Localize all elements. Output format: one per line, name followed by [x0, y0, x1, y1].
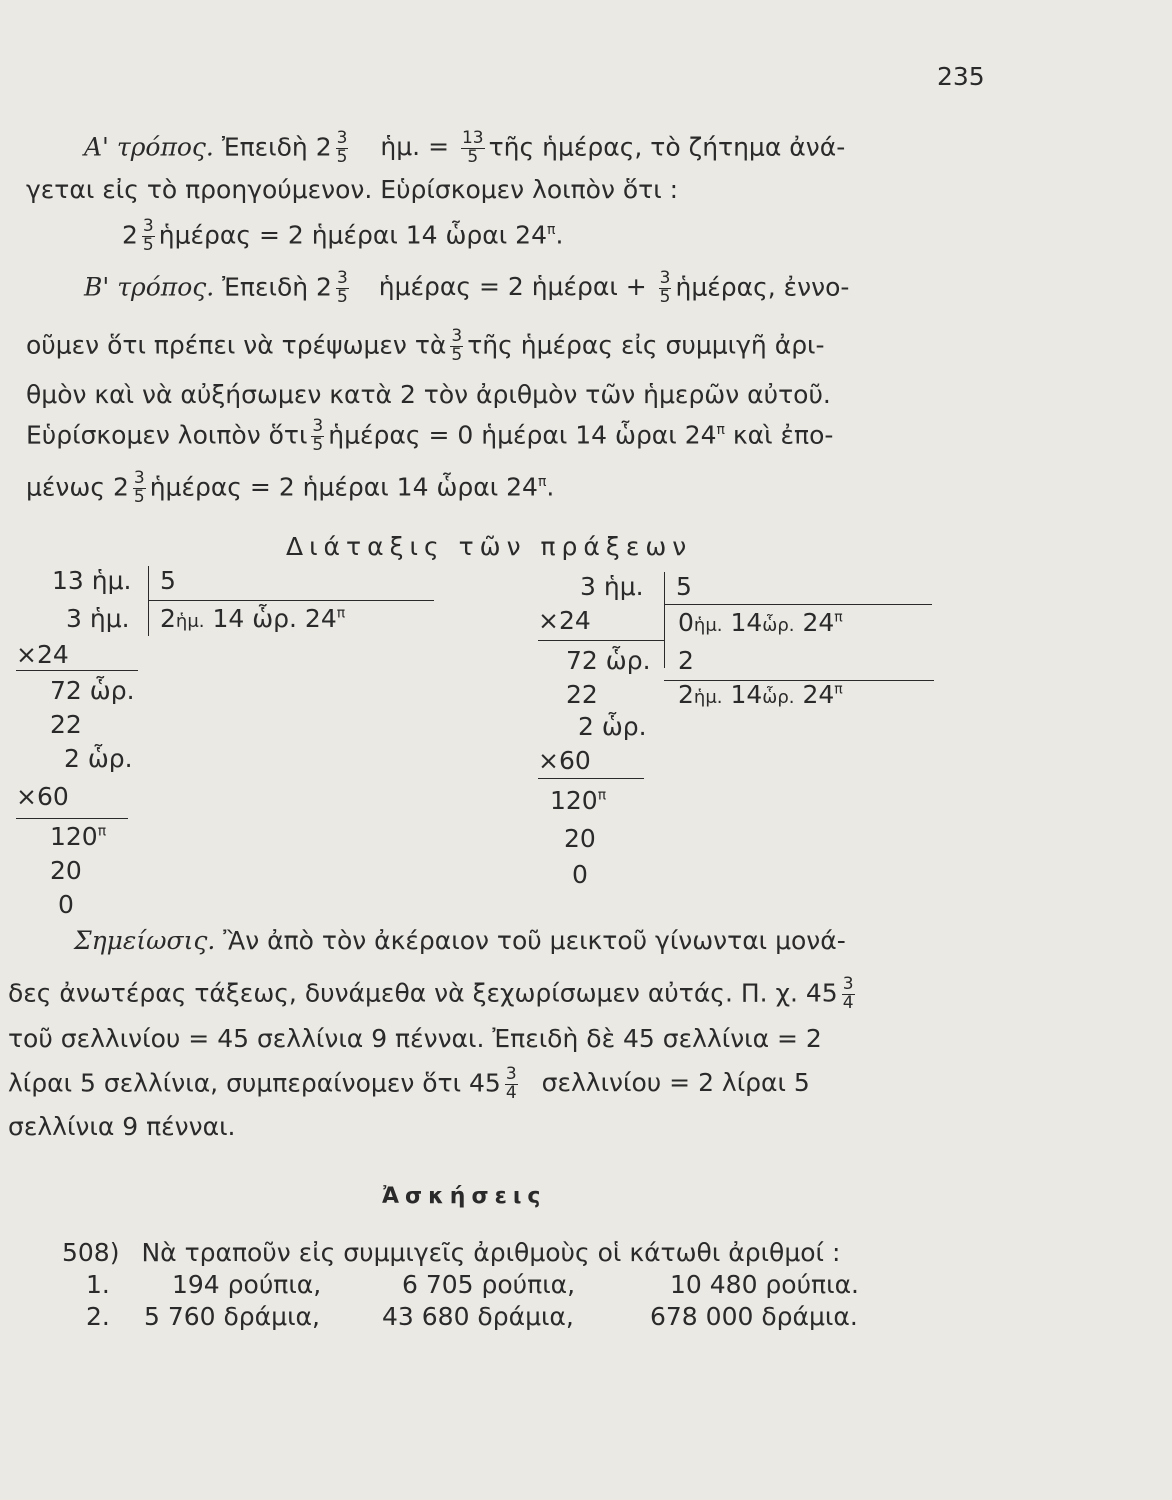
note-line-4: λίραι 5 σελλίνια, συμπεραίνομεν ὅτι 45 $\frac{3}{4}$ σελλινίου = 2 λίραι 5: [8, 1064, 810, 1103]
method-b-line-4: Εὑρίσκομεν λοιπὸν ὅτι $\frac{3}{5}$ ἡμέρας = 0 ἡμέραι 14 ὧραι $24^\pi$ καὶ ἐπο-: [26, 416, 834, 455]
note-line-5: σελλίνια 9 πένναι.: [8, 1112, 236, 1141]
note-line-2: δες ἀνωτέρας τάξεως, δυνάμεθα νὰ ξεχωρίσωμεν αὐτάς. Π. χ. 45 $\frac{3}{4}$: [8, 974, 854, 1013]
fraction: $\frac{3}{5}$: [142, 216, 154, 255]
exercise-508: 508) Νὰ τραποῦν εἰς συμμιγεῖς ἀριθμοὺς οἱ κάτωθι ἀριθμοί :: [62, 1238, 841, 1267]
fraction: $\frac{3}{5}$: [451, 326, 463, 365]
method-b-line-1: Β' τρόπος. Ἐπειδὴ 2 $\frac{3}{5}$ ἡμέρας = 2 ἡμέραι + $\frac{3}{5}$ ἡμέρας, ἐννο-: [84, 268, 850, 307]
method-b-line-5: μένως 2 $\frac{3}{5}$ ἡμέρας = 2 ἡμέραι 14 ὧραι $24^\pi$.: [26, 468, 555, 507]
fraction: $\frac{3}{5}$: [312, 416, 324, 455]
method-a-line-3: 2 $\frac{3}{5}$ ἡμέρας = 2 ἡμέραι 14 ὧραι $24^\pi$.: [122, 216, 564, 255]
fraction: $\frac{3}{5}$: [659, 268, 671, 307]
fraction: $\frac{3}{5}$: [336, 128, 348, 167]
method-b-line-2: οῦμεν ὅτι πρέπει νὰ τρέψωμεν τὰ $\frac{3}{5}$ τῆς ἡμέρας εἰς συμμιγῆ ἀρι-: [26, 326, 825, 365]
fraction: $\frac{13}{5}$: [461, 128, 484, 167]
method-a-line-2: γεται εἰς τὸ προηγούμενον. Εὑρίσκομεν λοιπὸν ὅτι :: [26, 175, 679, 204]
page-number: 235: [937, 62, 985, 91]
method-a-line-1: Α' τρόπος. Ἐπειδὴ 2 $\frac{3}{5}$ ἡμ. = $\frac{13}{5}$ τῆς ἡμέρας, τὸ ζήτημα ἀνά-: [84, 128, 846, 167]
exercises-title: Ἀσκήσεις: [382, 1184, 547, 1209]
fraction: $\frac{3}{5}$: [133, 468, 145, 507]
fraction: $\frac{3}{4}$: [505, 1064, 517, 1103]
fraction: $\frac{3}{4}$: [842, 974, 854, 1013]
note-line-1: Σημείωσις. Ἂν ἀπὸ τὸν ἀκέραιον τοῦ μεικτοῦ γίνωνται μονά-: [74, 926, 846, 955]
method-a-label: Α' τρόπος.: [84, 132, 214, 162]
note-label: Σημείωσις.: [74, 926, 216, 955]
fraction: $\frac{3}{5}$: [336, 268, 348, 307]
method-b-line-3: θμὸν καὶ νὰ αὐξήσωμεν κατὰ 2 τὸν ἀριθμὸν τῶν ἡμερῶν αὐτοῦ.: [26, 380, 831, 409]
method-b-label: Β' τρόπος.: [84, 272, 215, 302]
note-line-3: τοῦ σελλινίου = 45 σελλίνια 9 πένναι. Ἐπειδὴ δὲ 45 σελλίνια = 2: [8, 1024, 822, 1053]
section-title-diataxis: Διάταξις τῶν πράξεων: [286, 532, 693, 561]
